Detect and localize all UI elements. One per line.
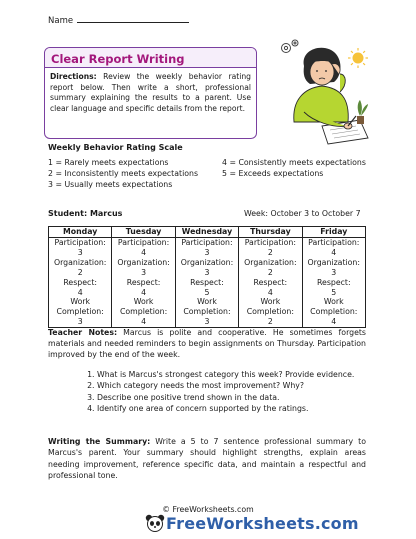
directions-label: Directions: bbox=[50, 72, 97, 81]
rating-value: 2 bbox=[267, 247, 273, 257]
footer-url[interactable]: © FreeWorksheets.com bbox=[162, 505, 254, 514]
category-label: Work bbox=[197, 297, 217, 307]
rating-scale-col-2 bbox=[222, 157, 366, 179]
rating-scale-title: Weekly Behavior Rating Scale bbox=[48, 143, 183, 152]
directions-body: Review the weekly behavior rating report below. Then write a short, professional summary explaining the results to a parent. Use clear language and specific details from the report. bbox=[50, 72, 251, 113]
category-label: Organization: bbox=[307, 257, 361, 267]
rating-value: 4 bbox=[267, 287, 273, 297]
category-label: Work bbox=[323, 297, 344, 307]
day-header: Friday bbox=[302, 227, 365, 238]
rating-value: 4 bbox=[141, 317, 147, 327]
question-item: 2. Which category needs the most improvement? Why? bbox=[97, 380, 375, 391]
question-item: 1. What is Marcus's strongest category this week? Provide evidence. bbox=[97, 369, 375, 380]
day-header: Wednesday bbox=[175, 227, 238, 238]
category-label: Respect: bbox=[316, 277, 351, 287]
category-label: Respect: bbox=[63, 277, 98, 287]
rating-value: 5 bbox=[331, 287, 337, 297]
category-label: Organization: bbox=[180, 257, 234, 267]
rating-value: 3 bbox=[141, 267, 147, 277]
day-cell bbox=[175, 238, 238, 328]
day-cell bbox=[239, 238, 302, 328]
summary-instructions bbox=[48, 436, 366, 482]
rating-value: 4 bbox=[77, 287, 83, 297]
teacher-notes-label: Teacher Notes: bbox=[48, 328, 118, 337]
worksheet-title: Clear Report Writing bbox=[51, 52, 185, 66]
day-cell bbox=[49, 238, 112, 328]
scale-item: 2 = Inconsistently meets expectations bbox=[48, 169, 199, 178]
day-cell bbox=[302, 238, 365, 328]
scale-item: 3 = Usually meets expectations bbox=[48, 180, 173, 189]
category-label: Participation: bbox=[54, 238, 106, 247]
behavior-report-table bbox=[48, 226, 366, 328]
scale-item: 1 = Rarely meets expectations bbox=[48, 158, 169, 167]
name-blank[interactable] bbox=[77, 14, 189, 23]
gear-icon bbox=[282, 40, 299, 53]
day-header: Monday bbox=[49, 227, 112, 238]
logo-text: FreeWorksheets.com bbox=[166, 513, 359, 533]
category-label: Respect: bbox=[253, 277, 288, 287]
category-label: Respect: bbox=[126, 277, 161, 287]
teacher-notes bbox=[48, 327, 366, 361]
scale-item: 4 = Consistently meets expectations bbox=[222, 158, 366, 167]
name-field bbox=[48, 14, 189, 26]
question-list bbox=[85, 369, 375, 415]
category-label: Participation: bbox=[181, 238, 233, 247]
summary-label: Writing the Summary: bbox=[48, 437, 151, 446]
rating-value: 2 bbox=[267, 267, 273, 277]
category-label: Work bbox=[70, 297, 91, 307]
category-label: Respect: bbox=[190, 277, 224, 287]
category-label: Organization: bbox=[117, 257, 170, 267]
rating-value: 3 bbox=[77, 247, 83, 257]
student-name: Student: Marcus bbox=[48, 209, 123, 218]
category-label: Completion: bbox=[310, 307, 358, 317]
rating-value: 4 bbox=[331, 317, 337, 327]
week-range: Week: October 3 to October 7 bbox=[244, 209, 361, 218]
rating-value: 2 bbox=[77, 267, 83, 277]
category-label: Completion: bbox=[56, 307, 104, 317]
day-header: Tuesday bbox=[112, 227, 175, 238]
category-label: Completion: bbox=[119, 307, 168, 317]
rating-scale-col-1 bbox=[48, 157, 198, 190]
directions-text bbox=[45, 68, 256, 114]
day-header: Thursday bbox=[239, 227, 302, 238]
scale-item: 5 = Exceeds expectations bbox=[222, 169, 324, 178]
table-header-row bbox=[49, 227, 366, 238]
panda-icon bbox=[144, 513, 166, 533]
site-logo[interactable] bbox=[144, 513, 359, 533]
name-label: Name bbox=[48, 16, 74, 26]
summary-text: Write a 5 to 7 sentence professional summary to Marcus's parent. Your summary should highlight strengths, explain areas needing improvement, reference specific data, and maintain a respectful and professional tone. bbox=[48, 437, 366, 481]
category-label: Work bbox=[133, 297, 154, 307]
rating-value: 4 bbox=[331, 247, 337, 257]
student-writing-illustration bbox=[264, 34, 374, 146]
rating-value: 3 bbox=[204, 267, 210, 277]
table-row bbox=[49, 238, 366, 328]
category-label: Participation: bbox=[244, 238, 297, 247]
teacher-notes-text: Marcus is polite and cooperative. He sometimes forgets materials and needed reminders to begin assignments on Thursday. Participation improved by the end of the week. bbox=[48, 328, 366, 360]
day-cell bbox=[112, 238, 175, 328]
category-label: Completion: bbox=[246, 307, 295, 317]
rating-value: 3 bbox=[204, 317, 210, 327]
directions-header bbox=[45, 48, 256, 68]
rating-value: 3 bbox=[204, 247, 210, 257]
category-label: Participation: bbox=[117, 238, 170, 247]
category-label: Organization: bbox=[53, 257, 107, 267]
question-item: 3. Describe one positive trend shown in the data. bbox=[97, 392, 375, 403]
sun-icon bbox=[348, 48, 368, 68]
category-label: Organization: bbox=[244, 257, 297, 267]
rating-value: 4 bbox=[141, 287, 147, 297]
directions-box bbox=[44, 47, 257, 139]
rating-value: 3 bbox=[331, 267, 337, 277]
category-label: Completion: bbox=[183, 307, 231, 317]
rating-value: 4 bbox=[141, 247, 147, 257]
category-label: Work bbox=[260, 297, 281, 307]
rating-value: 5 bbox=[204, 287, 210, 297]
category-label: Participation: bbox=[308, 238, 360, 247]
rating-value: 3 bbox=[77, 317, 83, 327]
plant-icon bbox=[357, 100, 368, 124]
question-item: 4. Identify one area of concern supported by the ratings. bbox=[97, 403, 375, 414]
rating-value: 2 bbox=[267, 317, 273, 327]
